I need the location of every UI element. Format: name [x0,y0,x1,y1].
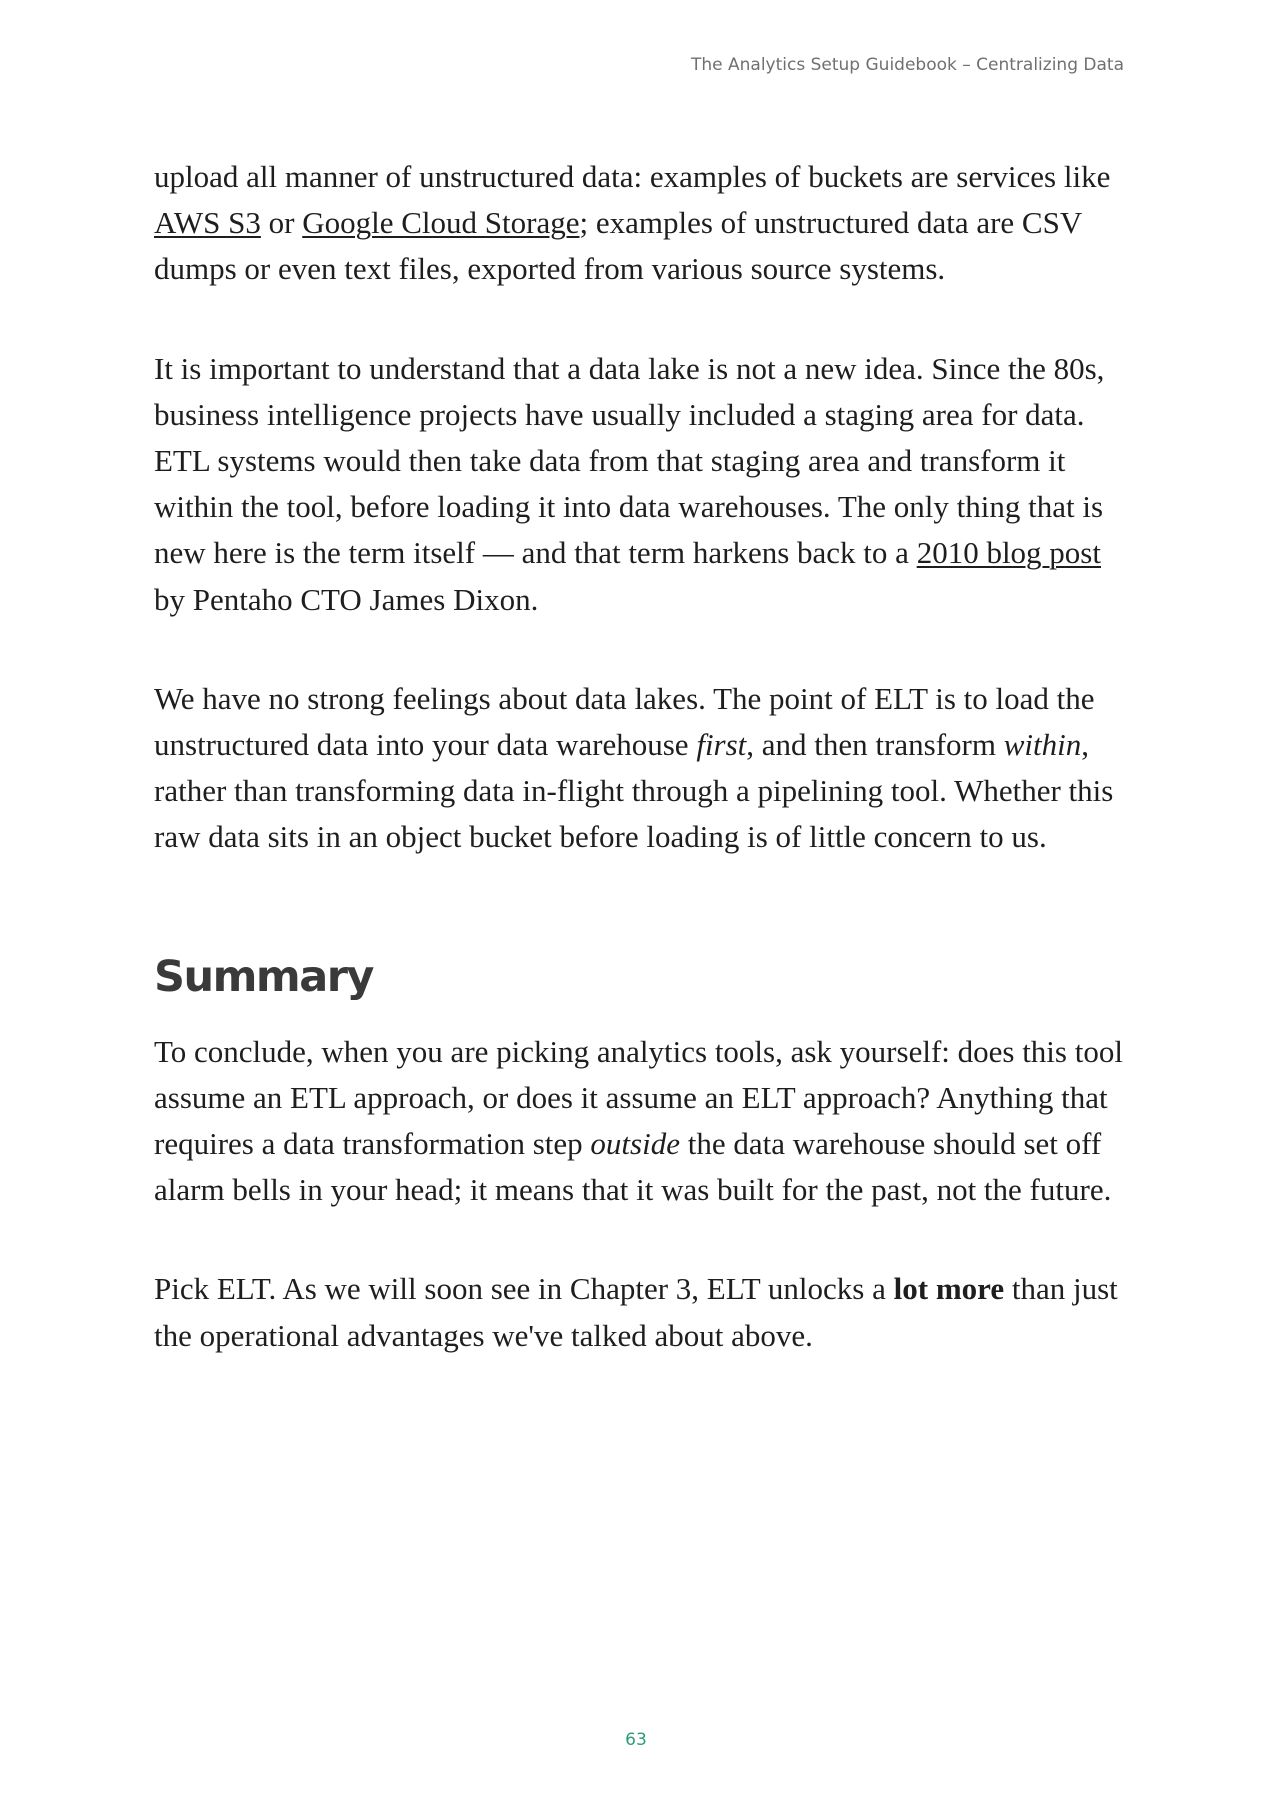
aws-s3-link[interactable]: AWS S3 [154,205,261,241]
text-span: the data warehouse should set off alarm bells in your head; it means that it was built for the past, not the future. [154,1126,1112,1208]
text-span: than just the operational advantages we've talked about above. [154,1271,1118,1353]
text-span: To conclude, when you are picking analytics tools, ask yourself: does this tool assume an ETL approach, or does it assume an ELT approach? Anything that requires a data transformation step [154,1033,1123,1162]
paragraph-elt-opinion [154,676,1134,861]
paragraph-summary-conclusion [154,1029,1134,1214]
paragraph-object-buckets [154,154,1134,293]
emphasis-first: first [696,727,747,763]
text-span: , rather than transforming data in-flight through a pipelining tool. Whether this raw data sits in an object bucket before loading is of little concern to us. [154,727,1114,855]
text-span: upload all manner of unstructured data: examples of buckets are services like [154,159,1111,194]
summary-heading: Summary [154,951,373,1002]
text-span: or [260,205,303,241]
strong-lot-more: lot more [893,1271,1005,1307]
text-span: ; examples of unstructured data are CSV dumps or even text files, exported from various source systems. [154,205,1082,287]
page-content [154,154,1134,1412]
emphasis-outside: outside [590,1126,680,1162]
page-number: 63 [625,1730,647,1750]
text-span: We have no strong feelings about data lakes. The point of ELT is to load the unstructured data into your data warehouse [154,680,1095,763]
running-header: The Analytics Setup Guidebook – Centralizing Data [690,55,1124,75]
text-span: It is important to understand that a data lake is not a new idea. Since the 80s, business intelligence projects have usually included a staging area for data. ETL systems would then take data from that staging area and transform it within the tool, before loading it into data warehouses. The only thing that is new here is the term itself — and that term harkens back to a [154,350,1105,571]
google-cloud-storage-link[interactable]: Google Cloud Storage [302,205,580,241]
text-span: by Pentaho CTO James Dixon. [154,581,539,617]
text-span: , and then transform [746,727,1004,763]
text-span: Pick ELT. As we will soon see in Chapter 3, ELT unlocks a [154,1271,894,1307]
paragraph-data-lake-history [154,346,1134,623]
paragraph-pick-elt [154,1266,1134,1358]
blog-post-link[interactable]: 2010 blog post [916,535,1101,571]
emphasis-within: within [1003,727,1082,763]
